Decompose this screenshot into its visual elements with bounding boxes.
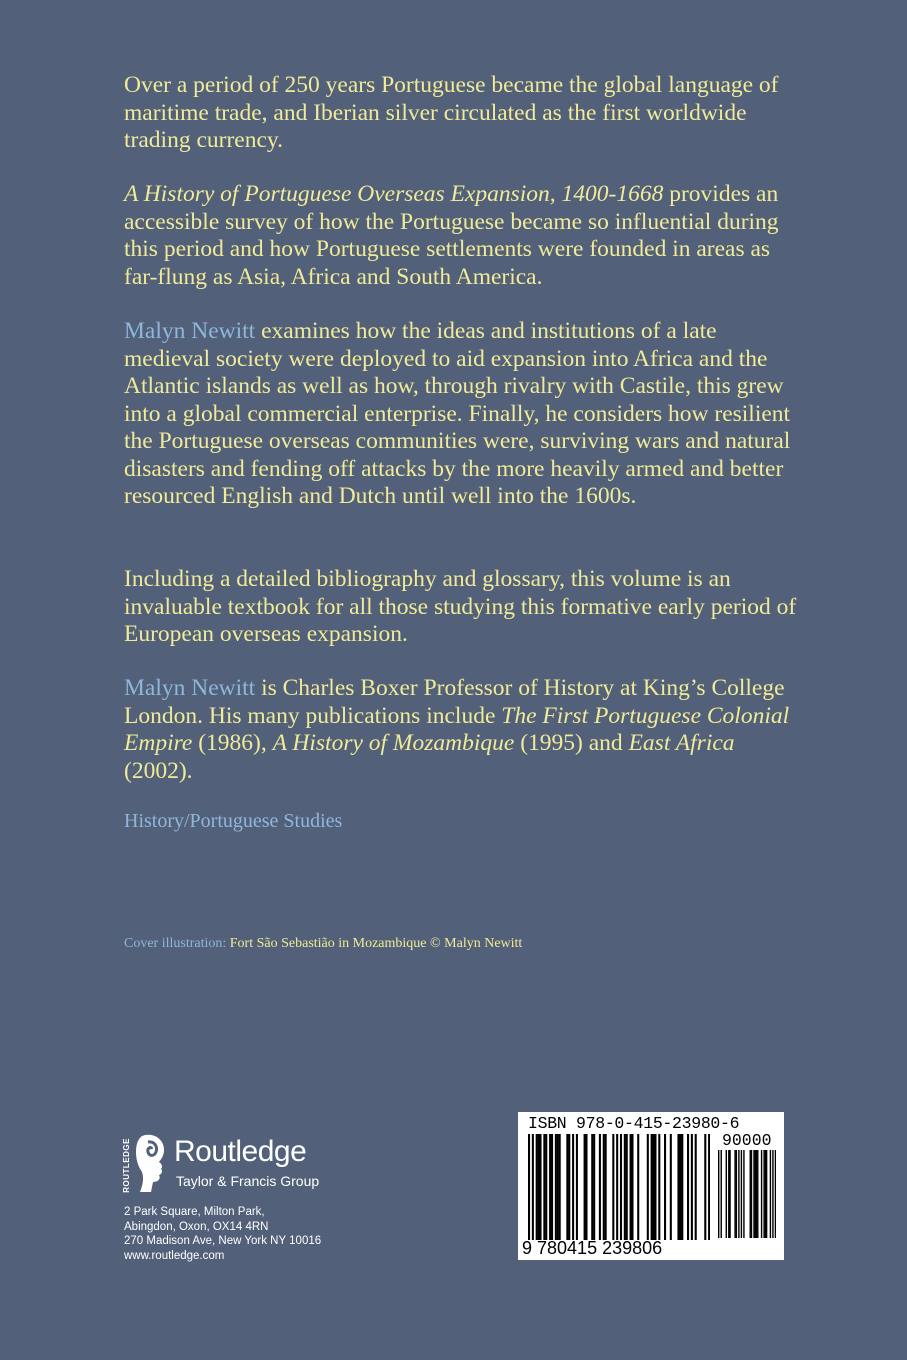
paragraph-text: provides an accessible survey of how the Portuguese became so influential during this period and how Portuguese settlements were founded in areas as far-flung as Asia, Africa and South America. (124, 181, 779, 290)
barcode-bar (708, 1134, 710, 1240)
barcode-bar (593, 1134, 595, 1240)
book-title: A History of Portuguese Overseas Expansion, 1400-1668 (124, 181, 664, 207)
blurb-paragraph-1: Over a period of 250 years Portuguese became the global language of maritime trade, and Iberian silver circulated as the first worldwide trading currency. (124, 72, 779, 153)
barcode-bar (585, 1134, 587, 1240)
barcode-bar (543, 1134, 545, 1240)
price-code: 90000 (722, 1131, 772, 1150)
blurb-paragraph-2 (124, 181, 804, 291)
barcode-bar (616, 1134, 618, 1240)
barcode-bar (765, 1150, 766, 1238)
price-barcode-bars (718, 1150, 776, 1242)
barcode-bar (557, 1134, 559, 1240)
barcode-bar (654, 1134, 656, 1240)
barcode-bar (532, 1134, 534, 1240)
barcode-bar (756, 1150, 757, 1238)
barcode-bar (753, 1150, 754, 1238)
barcode-bar (691, 1134, 693, 1240)
blurb-paragraph-4: Including a detailed bibliography and glossary, this volume is an invaluable textbook for all those studying this formative early period of European overseas expansion. (124, 566, 797, 647)
barcode-bar (545, 1134, 547, 1240)
barcode-bar (750, 1150, 751, 1238)
barcode-bar (736, 1150, 737, 1238)
barcode-bar (718, 1150, 719, 1238)
barcode-bar (599, 1134, 601, 1240)
barcode-bar (734, 1150, 735, 1238)
barcode-bar (591, 1134, 593, 1240)
ean-digits: 9 780415 239806 (522, 1238, 663, 1258)
book-title: East Africa (628, 730, 735, 756)
barcode-bar (738, 1150, 739, 1238)
address-line: 270 Madison Ave, New York NY 10016 (124, 1235, 322, 1247)
barcode-bar (620, 1134, 622, 1240)
barcode-bar (775, 1150, 776, 1238)
credit-text: Fort São Sebastião in Mozambique © Malyn Newitt (226, 936, 523, 951)
routledge-head-icon (134, 1132, 172, 1194)
address-line: Abingdon, Oxon, OX14 4RN (124, 1220, 269, 1233)
barcode-bar (559, 1134, 561, 1240)
barcode-bar (770, 1150, 771, 1238)
barcode-bar (766, 1150, 767, 1238)
paragraph-text: examines how the ideas and institutions of a late medieval society were deployed to aid expansion into Africa and the Atlantic islands as well as how, through rivalry with Castile, this grew into a global commercial enterprise. Finally, he considers how resilient the Portuguese overseas communities were, surviving wars and natural disasters and fending off attacks by the more heavily armed and better resourced English and Dutch until well into the 1600s. (124, 318, 791, 509)
barcode-bar (566, 1134, 568, 1240)
barcode-bar (741, 1150, 742, 1238)
barcode-bar (605, 1134, 607, 1240)
barcode-bar (687, 1134, 689, 1240)
bio-text: (2002). (124, 757, 193, 784)
isbn-barcode (518, 1112, 784, 1260)
barcode-bar (603, 1134, 605, 1240)
barcode-bar (761, 1150, 762, 1238)
publisher-website: www.routledge.com (124, 1249, 225, 1262)
logo-spine-text: ROUTLEDGE (122, 1138, 131, 1193)
barcode-bar (755, 1150, 756, 1238)
barcode-bar (538, 1134, 540, 1240)
bio-text: (1995) and (514, 730, 629, 756)
barcode-bar (584, 1134, 586, 1240)
barcode-bar (631, 1134, 633, 1240)
barcode-bar (743, 1150, 744, 1238)
barcode-bar (670, 1134, 672, 1240)
barcode-bar (677, 1134, 679, 1240)
barcode-bar (721, 1150, 722, 1238)
book-title: A History of Mozambique (272, 730, 515, 756)
barcode-bar (726, 1150, 727, 1238)
barcode-bar (681, 1134, 683, 1240)
barcode-bar (551, 1134, 553, 1240)
blurb-paragraph-3 (124, 318, 804, 511)
subject-category: History/Portuguese Studies (124, 810, 343, 832)
barcode-bar (572, 1134, 574, 1240)
barcode-bar (772, 1150, 773, 1238)
barcode-bar (704, 1134, 706, 1240)
publisher-name: Routledge (174, 1135, 307, 1168)
publisher-address (124, 1205, 321, 1263)
address-line: 2 Park Square, Milton Park, (124, 1206, 265, 1218)
barcode-bar (555, 1134, 557, 1240)
barcode-bar (679, 1134, 681, 1240)
ean-barcode-bars (528, 1134, 710, 1244)
book-title: The First Portuguese Colonial Empire (124, 702, 790, 756)
barcode-bar (624, 1134, 626, 1240)
barcode-bar (568, 1134, 570, 1240)
cover-credit (124, 936, 522, 952)
barcode-bar (653, 1134, 655, 1240)
publisher-logo (122, 1132, 362, 1202)
barcode-bar (757, 1150, 758, 1238)
barcode-bar (626, 1134, 628, 1240)
author-bio (124, 675, 804, 785)
barcode-bar (651, 1134, 653, 1240)
barcode-bar (728, 1150, 729, 1238)
barcode-bar (612, 1134, 614, 1240)
barcode-bar (647, 1134, 649, 1240)
credit-label: Cover illustration: (124, 936, 227, 951)
barcode-bar (658, 1134, 660, 1240)
author-name: Malyn Newitt (124, 318, 256, 344)
barcode-bar (549, 1134, 551, 1240)
barcode-bar (763, 1150, 764, 1238)
author-name: Malyn Newitt (124, 675, 256, 701)
isbn-number: ISBN 978-0-415-23980-6 (528, 1114, 740, 1133)
barcode-bar (576, 1134, 578, 1240)
barcode-bar (695, 1134, 697, 1240)
barcode-bar (539, 1134, 541, 1240)
barcode-bar (630, 1134, 632, 1240)
barcode-bar (729, 1150, 730, 1238)
barcode-bar (637, 1134, 639, 1240)
barcode-bar (751, 1150, 752, 1238)
barcode-bar (664, 1134, 666, 1240)
bio-text: is Charles Boxer Professor of History at King’s College London. His many publications include (124, 675, 785, 729)
bio-text: (1986), (192, 730, 273, 756)
publisher-group: Taylor & Francis Group (176, 1173, 320, 1189)
barcode-bar (528, 1134, 530, 1240)
barcode-bar (536, 1134, 538, 1240)
